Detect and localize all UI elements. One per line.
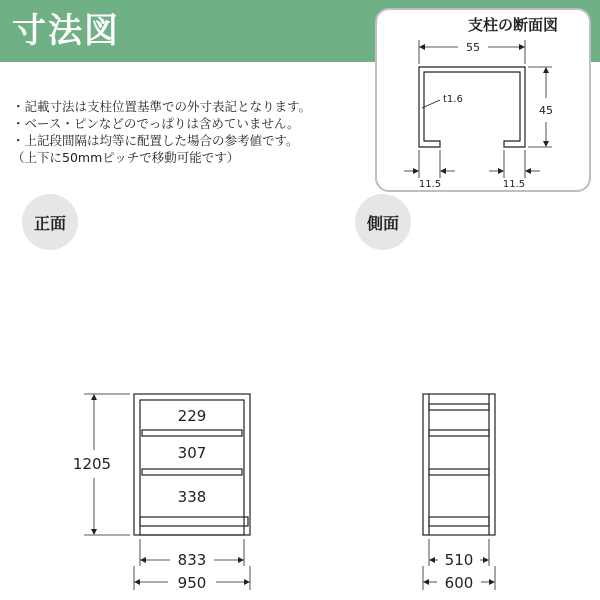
front-outer-width-label: 950 (177, 574, 207, 592)
note-line: ・記載寸法は支柱位置基準での外寸表記となります。 (12, 99, 312, 114)
section-depth-label: 45 (539, 104, 553, 117)
front-gap-label: 307 (177, 444, 207, 462)
note-line: （上下に50mmピッチで移動可能です） (12, 150, 240, 165)
front-height-label: 1205 (72, 455, 112, 473)
section-title: 支柱の断面図 (468, 16, 559, 34)
side-shelf-frame (423, 394, 495, 535)
front-gap-label: 338 (177, 488, 207, 506)
section-flange-left-label: 11.5 (418, 179, 442, 190)
side-view-badge: 側面 (355, 194, 411, 250)
front-inner-width-label: 833 (177, 551, 207, 569)
note-line: ・ベース・ピンなどのでっぱりは含めていません。 (12, 116, 300, 131)
page-title: 寸法図 (12, 11, 120, 51)
section-flange-right-label: 11.5 (502, 179, 526, 190)
front-view-badge: 正面 (22, 194, 78, 250)
side-outer-depth-label: 600 (444, 574, 474, 592)
side-inner-depth-label: 510 (444, 551, 474, 569)
section-width-label: 55 (466, 41, 480, 54)
front-gap-label: 229 (177, 407, 207, 425)
note-line: ・上記段間隔は均等に配置した場合の参考値です。 (12, 133, 299, 148)
section-thickness-label: t1.6 (443, 94, 463, 105)
